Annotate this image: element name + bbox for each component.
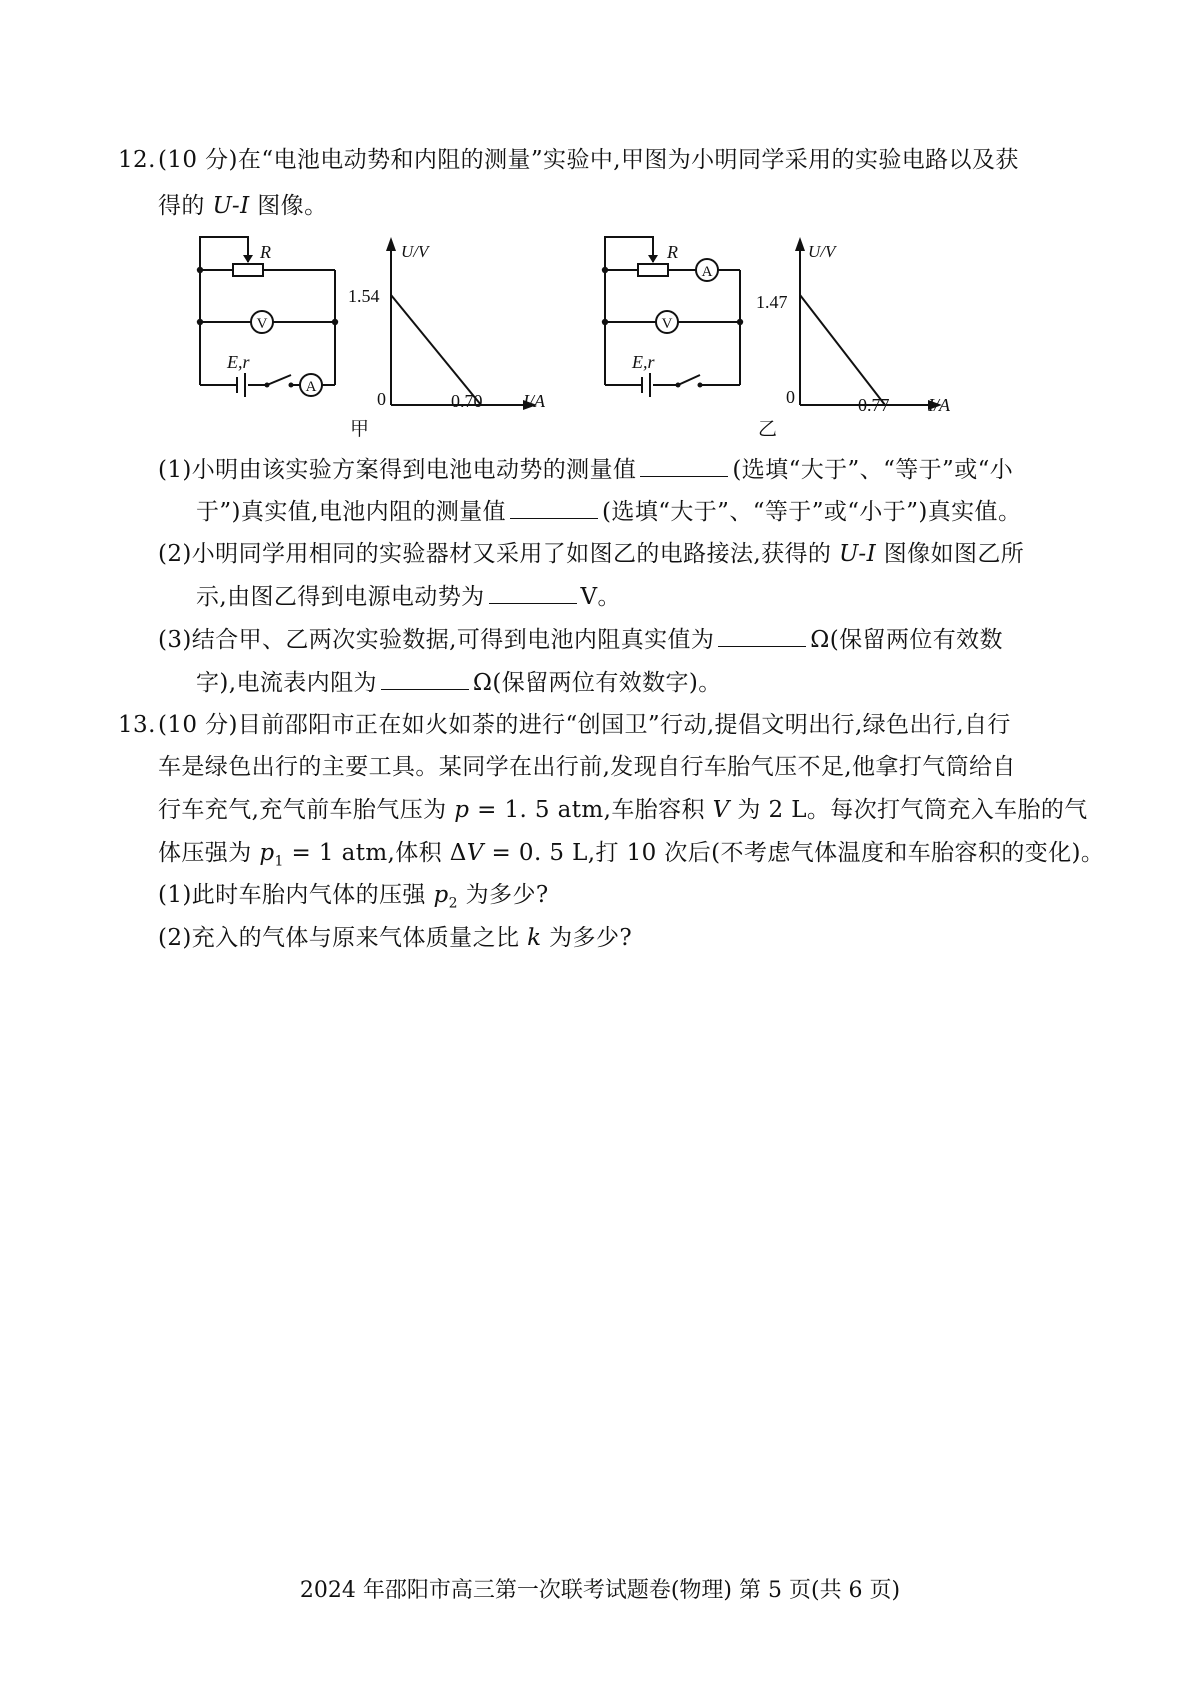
q13-text-line4: 体压强为 $p_1 = 1$ atm,体积 ΔV = 0. 5 L,打 10 次后(不考虑气体温度和车胎容积的变化)。: [158, 840, 1105, 870]
resistor-label: R: [667, 242, 678, 262]
resistor-label: R: [260, 242, 271, 262]
x-axis-label: I/A: [928, 395, 950, 415]
x-tick-label: 0.77: [858, 395, 890, 415]
battery-label: E,r: [632, 352, 655, 372]
q13-number: 13.: [118, 712, 156, 738]
y-tick-label: 1.54: [348, 286, 380, 306]
q12-sub3-line1: (3)结合甲、乙两次实验数据,可得到电池内阻真实值为 Ω(保留两位有效数: [158, 624, 1003, 655]
q13-sub1: (1)此时车胎内气体的压强 $p_2$ 为多少?: [158, 882, 549, 912]
origin-label: 0: [377, 389, 386, 409]
q12-sub2-line2: 示,由图乙得到电源电动势为 V。: [196, 581, 621, 612]
q13-text-line1: (10 分)目前邵阳市正在如火如荼的进行“创国卫”行动,提倡文明出行,绿色出行,自行: [158, 712, 1011, 738]
page-footer: 2024 年邵阳市高三第一次联考试题卷(物理) 第 5 页(共 6 页): [299, 1578, 901, 1603]
battery-label: E,r: [227, 352, 250, 372]
answer-blank[interactable]: [510, 496, 598, 519]
x-axis-label: I/A: [523, 391, 545, 411]
y-axis-label: U/V: [808, 242, 836, 261]
q13-sub2: (2)充入的气体与原来气体质量之比 k 为多少?: [158, 925, 633, 951]
q12-number: 12.: [118, 147, 156, 173]
q13-text-line2: 车是绿色出行的主要工具。某同学在出行前,发现自行车胎气压不足,他拿打气筒给自: [158, 754, 1016, 780]
q12-sub3-line2: 字),电流表内阻为 Ω(保留两位有效数字)。: [196, 667, 722, 698]
q12-sub1-line2: 于”)真实值,电池内阻的测量值 (选填“大于”、“等于”或“小于”)真实值。: [196, 496, 1021, 527]
q12-text-line2: 得的 U-I 图像。: [158, 193, 328, 219]
ui-graph-yi: [800, 245, 935, 405]
figure-caption: 乙: [758, 419, 778, 440]
answer-blank[interactable]: [381, 667, 469, 690]
answer-blank[interactable]: [489, 581, 577, 604]
voltmeter-label: V: [256, 316, 268, 332]
ui-graph-jia: [391, 245, 530, 405]
ammeter-label: A: [305, 379, 317, 395]
q13-text-line3: 行车充气,充气前车胎气压为 p = 1. 5 atm,车胎容积 V 为 2 L。每次打气筒充入车胎的气: [158, 797, 1088, 823]
y-axis-label: U/V: [401, 242, 429, 261]
origin-label: 0: [786, 387, 795, 407]
q12-sub1-line1: (1)小明由该实验方案得到电池电动势的测量值 (选填“大于”、“等于”或“小: [158, 454, 1013, 485]
figure-caption: 甲: [350, 419, 370, 440]
answer-blank[interactable]: [640, 454, 728, 477]
ammeter-label: A: [701, 264, 713, 280]
voltmeter-label: V: [661, 316, 673, 332]
figure-jia: [185, 225, 575, 440]
q12-sub2-line1: (2)小明同学用相同的实验器材又采用了如图乙的电路接法,获得的 U-I 图像如图乙所: [158, 541, 1025, 567]
q12-text-line1: (10 分)在“电池电动势和内阻的测量”实验中,甲图为小明同学采用的实验电路以及获: [158, 147, 1019, 173]
figure-yi: [590, 225, 980, 440]
x-tick-label: 0.70: [451, 391, 483, 411]
answer-blank[interactable]: [718, 624, 806, 647]
y-tick-label: 1.47: [756, 292, 788, 312]
